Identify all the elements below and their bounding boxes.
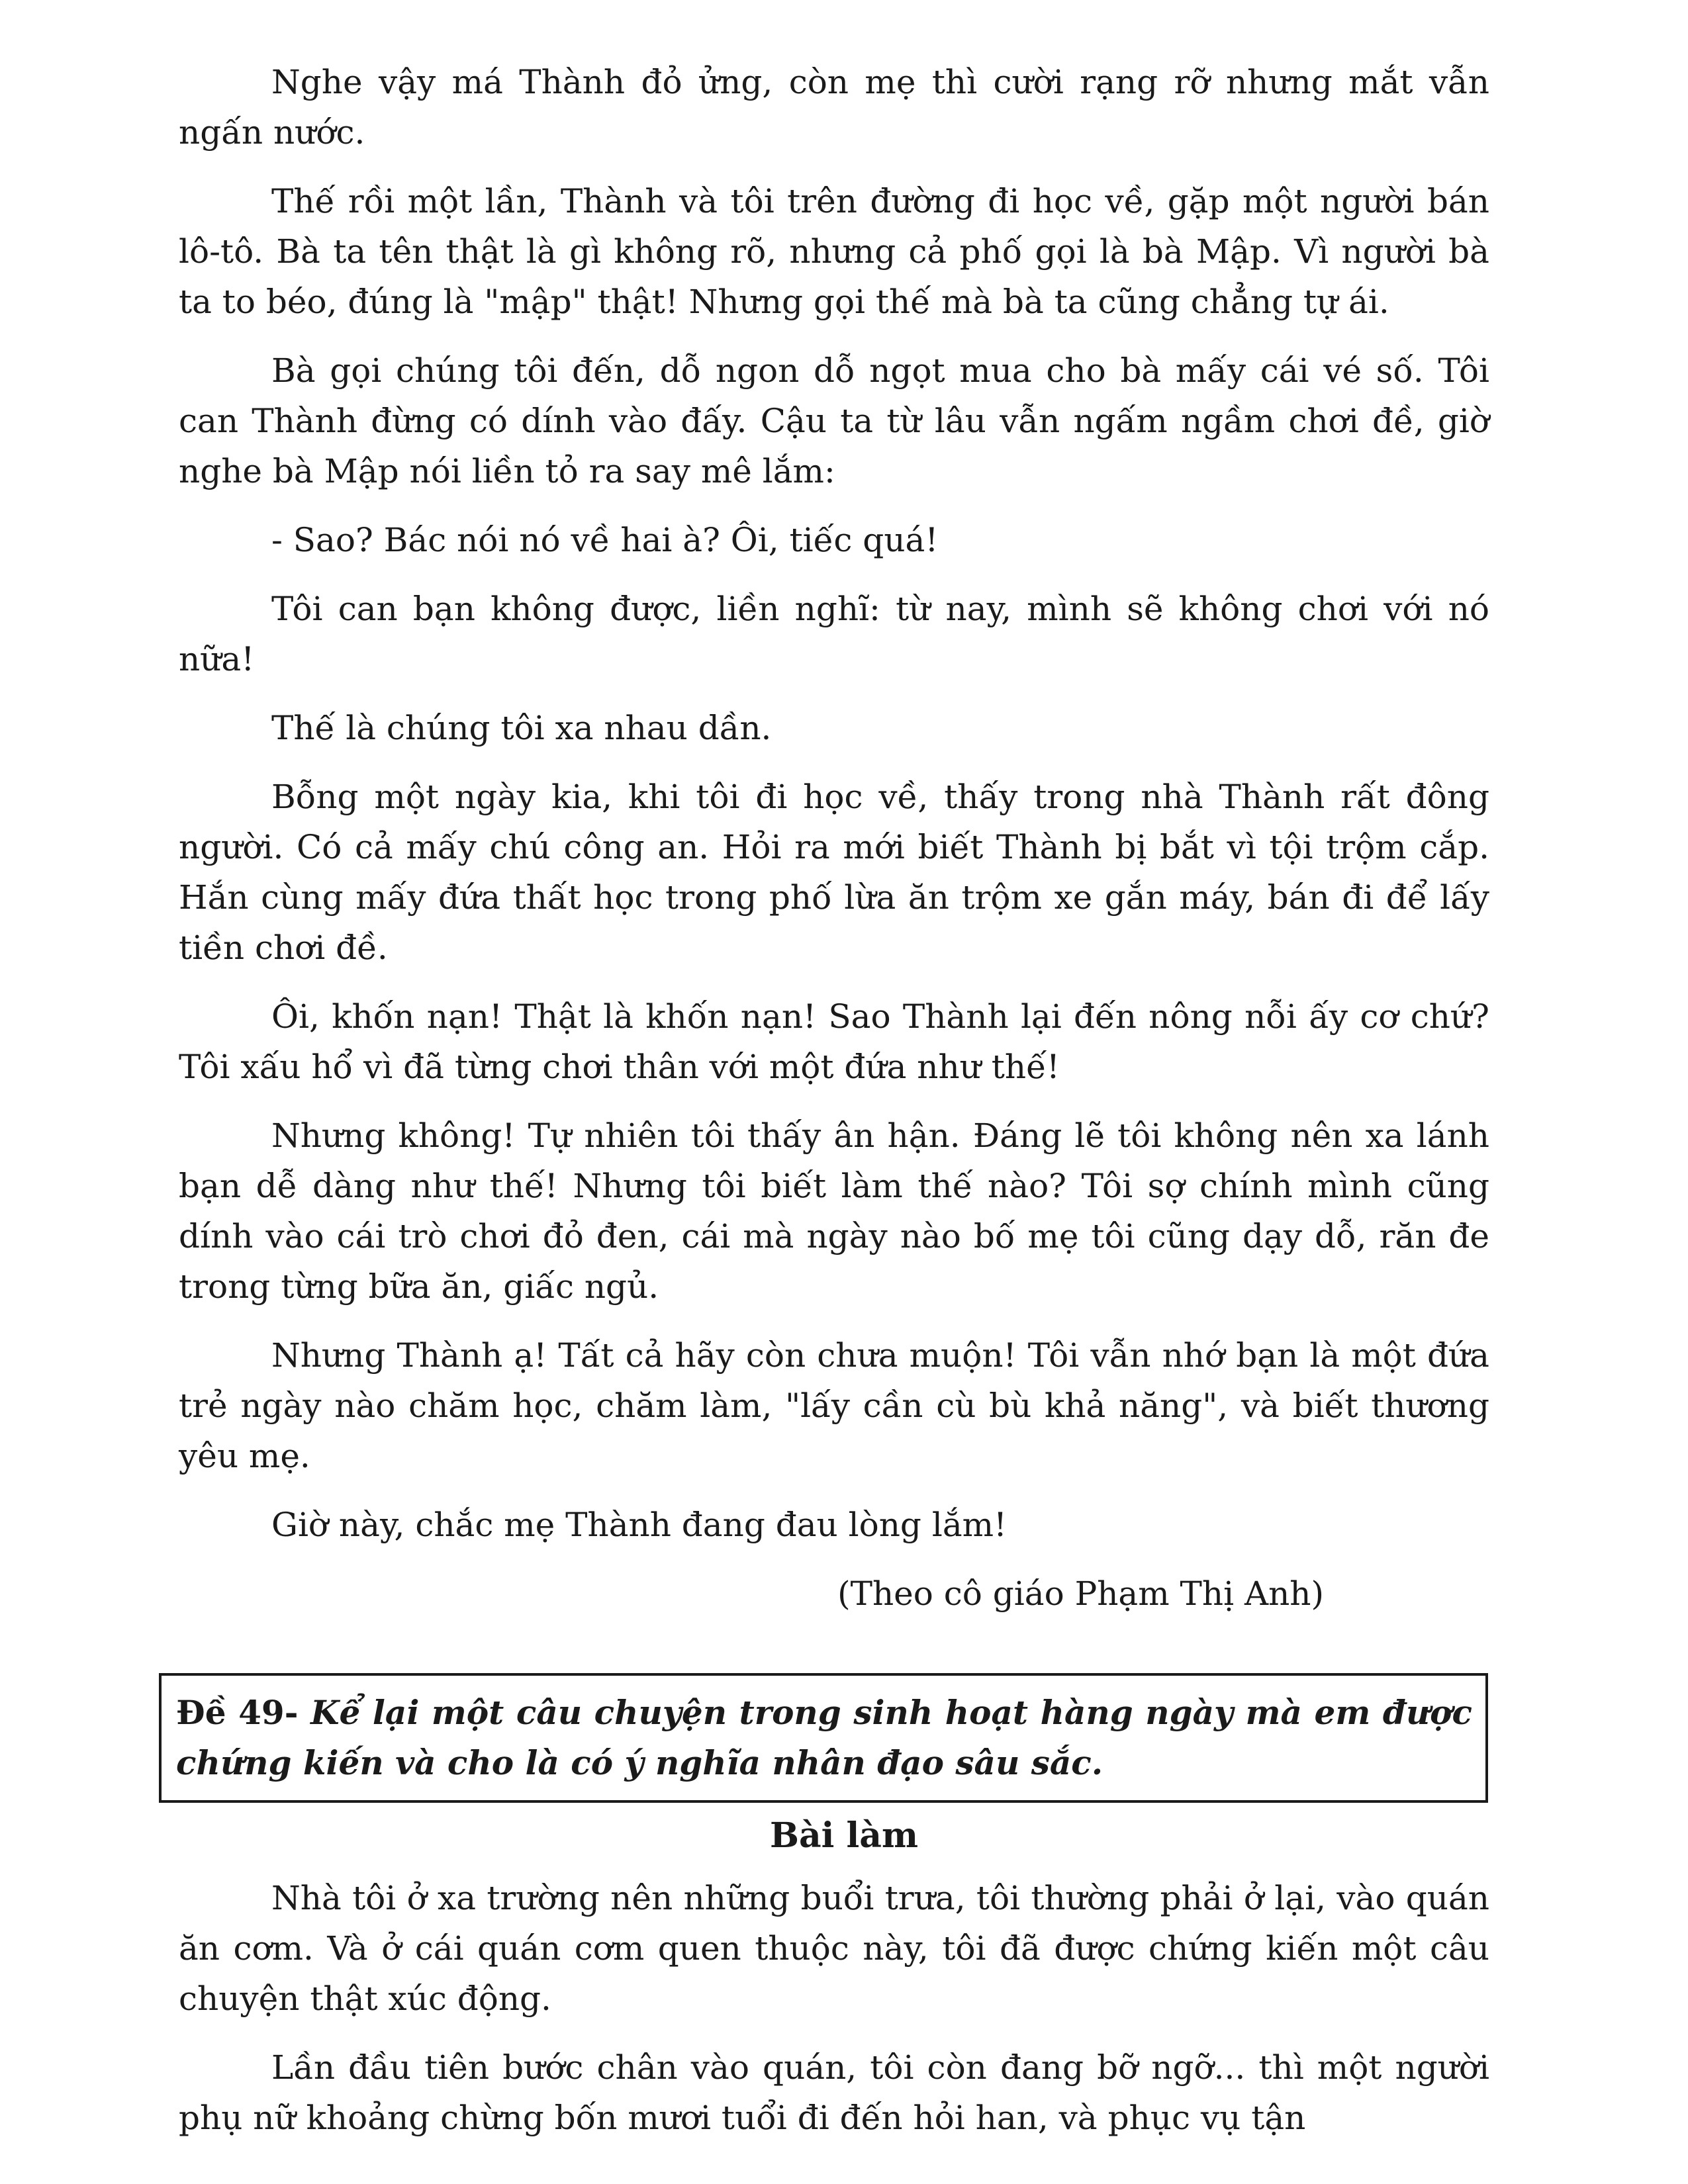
- topic-text: Kể lại một câu chuyện trong sinh hoạt hàng ngày mà em được chứng kiến và cho là có ý nghĩa nhân đạo sâu sắc.: [176, 1693, 1472, 1782]
- story-citation: (Theo cô giáo Phạm Thị Anh): [837, 1574, 1324, 1613]
- story-paragraph: Tôi can bạn không được, liền nghĩ: từ nay, mình sẽ không chơi với nó nữa!: [179, 590, 1489, 678]
- story-paragraph: Nhưng không! Tự nhiên tôi thấy ân hận. Đáng lẽ tôi không nên xa lánh bạn dễ dàng như thế! Nhưng tôi biết làm thế nào? Tôi sợ chính mình cũng dính vào cái trò chơi đỏ đen, cái mà ngày nào bố mẹ tôi cũng dạy dỗ, răn đe trong từng bữa ăn, giấc ngủ.: [179, 1116, 1489, 1306]
- story-paragraph: Thế là chúng tôi xa nhau dần.: [271, 709, 772, 747]
- story-paragraph: Bà gọi chúng tôi đến, dỗ ngon dỗ ngọt mua cho bà mấy cái vé số. Tôi can Thành đừng có dính vào đấy. Cậu ta từ lâu vẫn ngấm ngầm chơi đề, giờ nghe bà Mập nói liền tỏ ra say mê lắm:: [179, 351, 1489, 490]
- story-paragraph: Bỗng một ngày kia, khi tôi đi học về, thấy trong nhà Thành rất đông người. Có cả mấy chú công an. Hỏi ra mới biết Thành bị bắt vì tội trộm cắp. Hắn cùng mấy đứa thất học trong phố lừa ăn trộm xe gắn máy, bán đi để lấy tiền chơi đề.: [179, 778, 1489, 967]
- answer-paragraph: Nhà tôi ở xa trường nên những buổi trưa, tôi thường phải ở lại, vào quán ăn cơm. Và ở cái quán cơm quen thuộc này, tôi đã được chứng kiến một câu chuyện thật xúc động.: [179, 1879, 1489, 2018]
- answer-paragraph: Lần đầu tiên bước chân vào quán, tôi còn đang bỡ ngỡ... thì một người phụ nữ khoảng chừng bốn mươi tuổi đi đến hỏi han, và phục vụ tận: [179, 2048, 1489, 2137]
- story-paragraph: Ôi, khốn nạn! Thật là khốn nạn! Sao Thành lại đến nông nỗi ấy cơ chứ? Tôi xấu hổ vì đã từng chơi thân với một đứa như thế!: [179, 997, 1489, 1086]
- story-dialogue: - Sao? Bác nói nó về hai à? Ôi, tiếc quá!: [271, 521, 939, 559]
- answer-text: [179, 1873, 1489, 2161]
- story-paragraph: Nhưng Thành ạ! Tất cả hãy còn chưa muộn! Tôi vẫn nhớ bạn là một đứa trẻ ngày nào chăm học, chăm làm, "lấy cần cù bù khả năng", và biết thương yêu mẹ.: [179, 1336, 1489, 1475]
- story-paragraph: Giờ này, chắc mẹ Thành đang đau lòng lắm!: [271, 1506, 1008, 1544]
- topic-label: Đề 49-: [176, 1693, 299, 1732]
- story-paragraph: Thế rồi một lần, Thành và tôi trên đường đi học về, gặp một người bán lô-tô. Bà ta tên thật là gì không rõ, nhưng cả phố gọi là bà Mập. Vì người bà ta to béo, đúng là "mập" thật! Nhưng gọi thế mà bà ta cũng chẳng tự ái.: [179, 182, 1489, 321]
- answer-heading: Bài làm: [770, 1815, 918, 1856]
- story-paragraph: Nghe vậy má Thành đỏ ửng, còn mẹ thì cười rạng rỡ nhưng mắt vẫn ngấn nước.: [179, 63, 1489, 152]
- story-text: [179, 57, 1489, 1637]
- topic-box: [159, 1673, 1488, 1803]
